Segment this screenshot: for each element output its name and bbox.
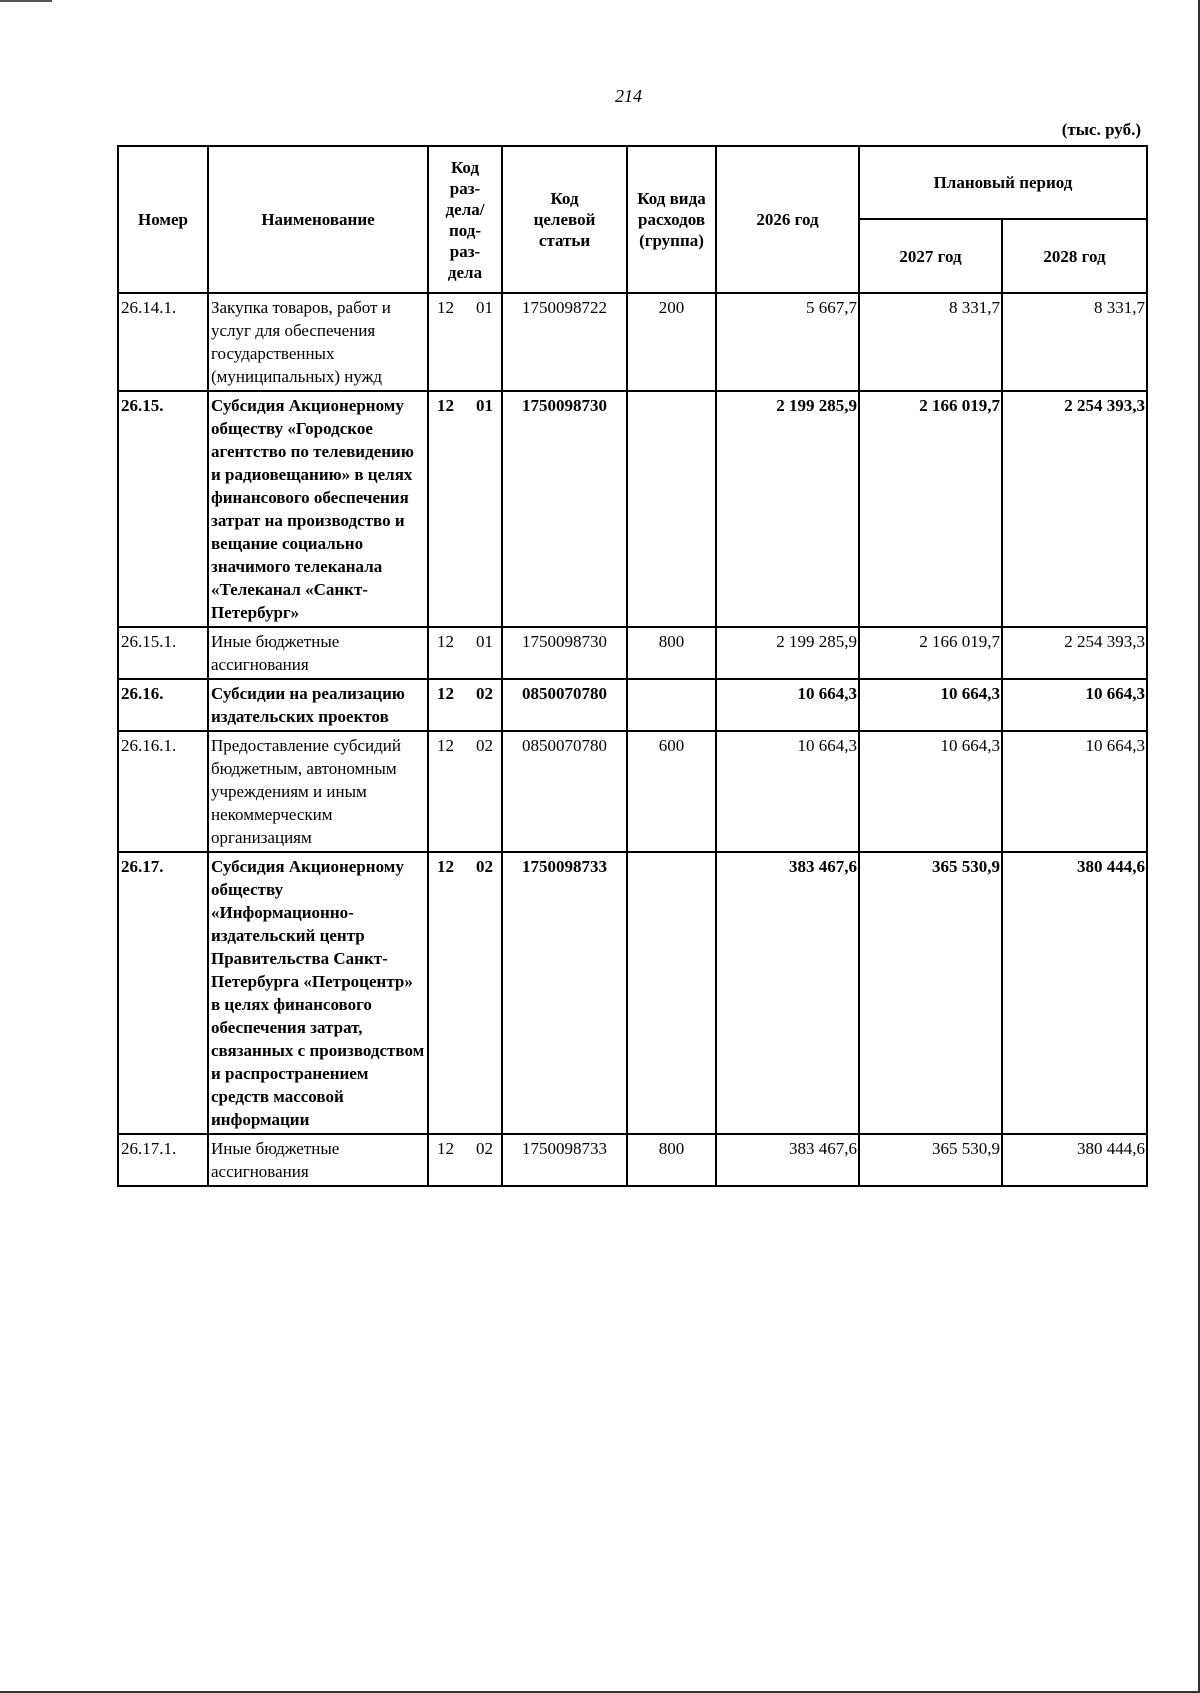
cell-2026: 2 199 285,9 <box>716 627 859 679</box>
podrazdel-code: 01 <box>476 632 493 651</box>
cell-2027: 2 166 019,7 <box>859 391 1002 627</box>
header-2028: 2028 год <box>1002 219 1147 293</box>
cell-2027: 2 166 019,7 <box>859 627 1002 679</box>
cell-vid: 200 <box>627 293 716 391</box>
cell-number: 26.17. <box>118 852 208 1134</box>
units-label: (тыс. руб.) <box>1061 120 1141 139</box>
cell-number: 26.14.1. <box>118 293 208 391</box>
podrazdel-code: 02 <box>476 857 493 876</box>
razdel-code: 12 <box>437 632 454 651</box>
cell-razdel <box>428 731 502 852</box>
cell-2028: 2 254 393,3 <box>1002 627 1147 679</box>
cell-vid <box>627 679 716 731</box>
table-body <box>118 293 1147 1186</box>
cell-2027: 365 530,9 <box>859 1134 1002 1186</box>
cell-number: 26.16.1. <box>118 731 208 852</box>
razdel-code: 12 <box>437 736 454 755</box>
table-row <box>118 852 1147 1134</box>
cell-name: Субсидии на реализацию издательских проектов <box>208 679 428 731</box>
cell-2027: 10 664,3 <box>859 731 1002 852</box>
table-row <box>118 293 1147 391</box>
cell-2028: 380 444,6 <box>1002 1134 1147 1186</box>
cell-2027: 10 664,3 <box>859 679 1002 731</box>
cell-celevaya: 1750098733 <box>502 852 627 1134</box>
header-planned-period: Плановый период <box>859 146 1147 219</box>
cell-celevaya: 1750098730 <box>502 627 627 679</box>
podrazdel-code: 02 <box>476 684 493 703</box>
table-row <box>118 1134 1147 1186</box>
header-name: Наименование <box>208 146 428 293</box>
cell-name: Закупка товаров, работ и услуг для обеспечения государственных (муниципальных) нужд <box>208 293 428 391</box>
cell-number: 26.16. <box>118 679 208 731</box>
cell-2028: 2 254 393,3 <box>1002 391 1147 627</box>
header-kod-razdela: Код раз- дела/ под- раз- дела <box>428 146 502 293</box>
header-2027: 2027 год <box>859 219 1002 293</box>
cell-razdel <box>428 293 502 391</box>
header-number: Номер <box>118 146 208 293</box>
cell-number: 26.15. <box>118 391 208 627</box>
header-kod-celevoy: Код целевой статьи <box>502 146 627 293</box>
budget-table <box>117 145 1148 1187</box>
cell-name: Субсидия Акционерному обществу «Городское агентство по телевидению и радиовещанию» в целях финансового обеспечения затрат на производство и вещание социально значимого телеканала «Телеканал «Санкт-Петербург» <box>208 391 428 627</box>
cell-number: 26.17.1. <box>118 1134 208 1186</box>
razdel-code: 12 <box>437 298 454 317</box>
cell-name: Иные бюджетные ассигнования <box>208 1134 428 1186</box>
cell-2026: 383 467,6 <box>716 852 859 1134</box>
cell-celevaya: 1750098722 <box>502 293 627 391</box>
table-row <box>118 627 1147 679</box>
cell-vid: 800 <box>627 1134 716 1186</box>
cell-2027: 8 331,7 <box>859 293 1002 391</box>
cell-2026: 10 664,3 <box>716 679 859 731</box>
cell-razdel <box>428 1134 502 1186</box>
cell-celevaya: 1750098733 <box>502 1134 627 1186</box>
podrazdel-code: 01 <box>476 396 493 415</box>
cell-name: Иные бюджетные ассигнования <box>208 627 428 679</box>
cell-razdel <box>428 852 502 1134</box>
razdel-code: 12 <box>437 684 454 703</box>
podrazdel-code: 02 <box>476 1139 493 1158</box>
cell-celevaya: 0850070780 <box>502 731 627 852</box>
cell-number: 26.15.1. <box>118 627 208 679</box>
cell-2026: 5 667,7 <box>716 293 859 391</box>
cell-vid <box>627 852 716 1134</box>
razdel-code: 12 <box>437 396 454 415</box>
header-kod-vida: Код вида расходов (группа) <box>627 146 716 293</box>
table-row <box>118 679 1147 731</box>
cell-2028: 380 444,6 <box>1002 852 1147 1134</box>
podrazdel-code: 01 <box>476 298 493 317</box>
table-row <box>118 731 1147 852</box>
header-2026: 2026 год <box>716 146 859 293</box>
cell-2026: 2 199 285,9 <box>716 391 859 627</box>
scan-edge-top <box>0 0 52 2</box>
cell-vid: 600 <box>627 731 716 852</box>
cell-name: Субсидия Акционерному обществу «Информационно-издательский центр Правительства Санкт-Петербурга «Петроцентр» в целях финансового обеспечения затрат, связанных с производством и распространением средств массовой информации <box>208 852 428 1134</box>
cell-razdel <box>428 627 502 679</box>
cell-2028: 10 664,3 <box>1002 679 1147 731</box>
cell-2028: 10 664,3 <box>1002 731 1147 852</box>
podrazdel-code: 02 <box>476 736 493 755</box>
cell-2028: 8 331,7 <box>1002 293 1147 391</box>
razdel-code: 12 <box>437 1139 454 1158</box>
cell-vid <box>627 391 716 627</box>
cell-vid: 800 <box>627 627 716 679</box>
cell-2026: 383 467,6 <box>716 1134 859 1186</box>
cell-razdel <box>428 679 502 731</box>
page-number: 214 <box>615 86 642 106</box>
cell-2027: 365 530,9 <box>859 852 1002 1134</box>
cell-celevaya: 1750098730 <box>502 391 627 627</box>
cell-razdel <box>428 391 502 627</box>
cell-celevaya: 0850070780 <box>502 679 627 731</box>
razdel-code: 12 <box>437 857 454 876</box>
cell-2026: 10 664,3 <box>716 731 859 852</box>
cell-name: Предоставление субсидий бюджетным, автономным учреждениям и иным некоммерческим организациям <box>208 731 428 852</box>
table-row <box>118 391 1147 627</box>
